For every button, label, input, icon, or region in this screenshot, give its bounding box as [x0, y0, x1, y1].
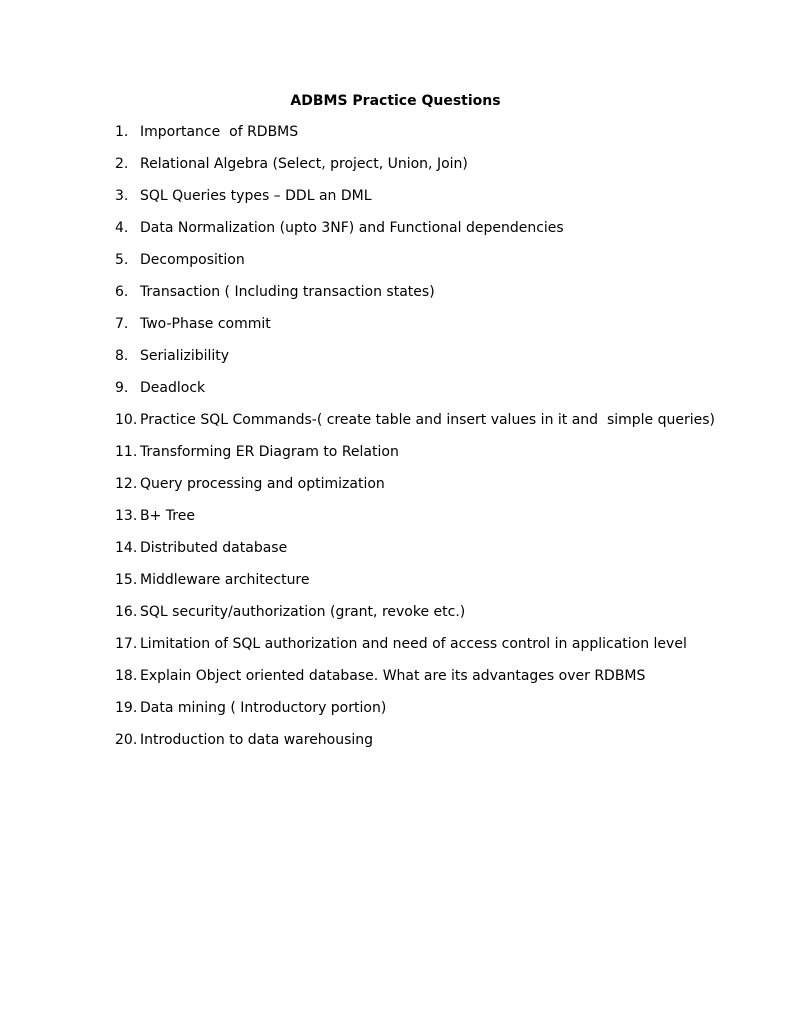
question-list [115, 123, 715, 763]
question-item [115, 379, 715, 398]
question-text: Data Normalization (upto 3NF) and Functional dependencies [140, 220, 564, 236]
question-item [115, 731, 715, 750]
question-number: 16. [115, 604, 138, 620]
question-item [115, 539, 715, 558]
document-title: ADBMS Practice Questions [290, 93, 501, 109]
question-text: Introduction to data warehousing [140, 732, 374, 748]
question-number: 20. [115, 732, 138, 748]
question-number: 19. [115, 700, 138, 716]
question-text: B+ Tree [140, 508, 195, 524]
question-item [115, 475, 715, 494]
question-text: Practice SQL Commands-( create table and insert values in it and simple queries) [140, 412, 716, 428]
question-text: Query processing and optimization [140, 476, 385, 492]
question-text: Distributed database [140, 540, 288, 556]
question-item [115, 123, 715, 142]
question-text: Transforming ER Diagram to Relation [140, 444, 399, 460]
question-number: 10. [115, 412, 138, 428]
question-number: 11. [115, 444, 138, 460]
question-number: 14. [115, 540, 138, 556]
question-item [115, 315, 715, 334]
question-number: 17. [115, 636, 138, 652]
question-item [115, 219, 715, 238]
question-number: 18. [115, 668, 138, 684]
question-number: 12. [115, 476, 138, 492]
question-item [115, 507, 715, 526]
question-item [115, 667, 715, 686]
question-text: Transaction ( Including transaction states) [140, 284, 435, 300]
question-text: Relational Algebra (Select, project, Union, Join) [140, 156, 468, 172]
question-item [115, 187, 715, 206]
question-number: 1. [115, 124, 129, 140]
question-text: Importance of RDBMS [140, 124, 299, 140]
question-text: Serializibility [140, 348, 230, 364]
question-item [115, 443, 715, 462]
question-text: SQL Queries types – DDL an DML [140, 188, 372, 204]
question-text: Two-Phase commit [140, 316, 271, 332]
question-number: 9. [115, 380, 129, 396]
question-number: 13. [115, 508, 138, 524]
question-text: SQL security/authorization (grant, revoke etc.) [140, 604, 466, 620]
question-text: Decomposition [140, 252, 245, 268]
question-text: Middleware architecture [140, 572, 310, 588]
question-text: Limitation of SQL authorization and need of access control in application level [140, 636, 687, 652]
question-number: 4. [115, 220, 129, 236]
question-number: 7. [115, 316, 129, 332]
question-item [115, 347, 715, 366]
question-number: 5. [115, 252, 129, 268]
question-item [115, 699, 715, 718]
question-number: 3. [115, 188, 129, 204]
question-item [115, 571, 715, 590]
question-number: 8. [115, 348, 129, 364]
question-item [115, 155, 715, 174]
question-number: 15. [115, 572, 138, 588]
question-text: Deadlock [140, 380, 206, 396]
question-text: Data mining ( Introductory portion) [140, 700, 387, 716]
question-number: 6. [115, 284, 129, 300]
question-item [115, 635, 715, 654]
question-item [115, 603, 715, 622]
question-item [115, 411, 715, 430]
question-item [115, 283, 715, 302]
question-text: Explain Object oriented database. What are its advantages over RDBMS [140, 668, 646, 684]
question-number: 2. [115, 156, 129, 172]
question-item [115, 251, 715, 270]
